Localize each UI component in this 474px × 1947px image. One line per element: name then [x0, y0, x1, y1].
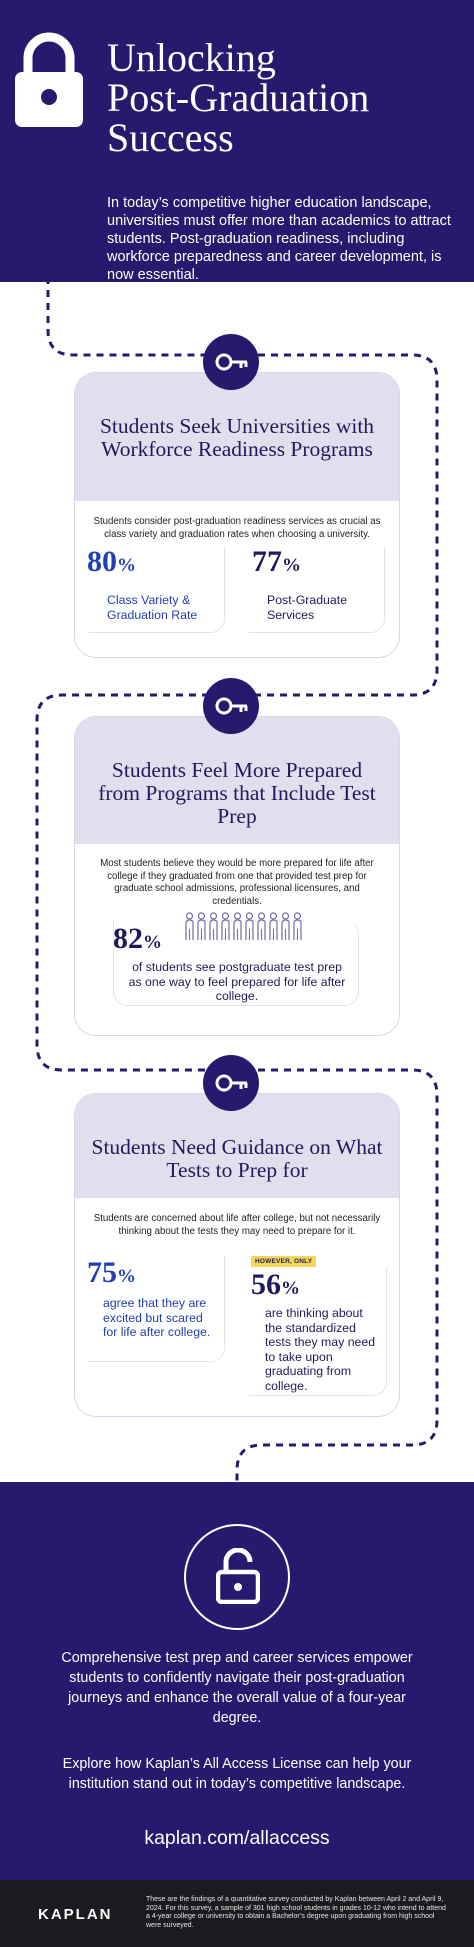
- section-card-workforce: [74, 372, 400, 658]
- person-icon: [257, 912, 266, 942]
- person-icon: [245, 912, 254, 942]
- key-icon: [215, 1072, 249, 1094]
- key-icon: [215, 351, 249, 373]
- stat-label: agree that they are excited but scared for life after college.: [103, 1296, 211, 1339]
- closing-banner: [0, 1482, 474, 1880]
- card-header: [75, 717, 399, 844]
- padlock-icon: [12, 32, 86, 130]
- stat-value: 77%: [252, 545, 301, 578]
- cta-paragraph: Explore how Kaplan’s All Access License can help your institution stand out in today’s competitive landscape.: [62, 1756, 412, 1792]
- stat-value: 82%: [113, 922, 162, 955]
- stat-label: Post-Graduate Services: [267, 593, 347, 622]
- closing-paragraph: Comprehensive test prep and career services empower students to confidently navigate their post-graduation journeys and enhance the overall value of a four-year degree.: [61, 1650, 413, 1726]
- page-title: [107, 35, 467, 160]
- section-card-test-prep: [74, 716, 400, 1036]
- card-header: [75, 373, 399, 501]
- hero-banner: [0, 0, 474, 282]
- section-card-guidance: [74, 1093, 400, 1417]
- person-icon: [233, 912, 242, 942]
- survey-disclaimer: These are the findings of a quantitative survey conducted by Kaplan between April 2 and April 9, 2024. For this survey, a sample of 301 high school students in grades 10-12 who intend to attend a 4-year college or university to obtain a Bachelor’s degree upon graduating from high school were surveyed.: [146, 1896, 446, 1929]
- key-badge: [203, 1055, 259, 1111]
- section-description: Students consider post-graduation readiness services as crucial as class variety and graduation rates when choosing a university.: [93, 516, 381, 540]
- section-description: Students are concerned about life after college, but not necessarily thinking about the tests they may need to prepare for it.: [93, 1213, 381, 1237]
- section-title: Students Feel More Prepared from Programs that Include Test Prep: [98, 758, 376, 828]
- intro-paragraph: In today’s competitive higher education landscape, universities must offer more than academics to attract students. Post-graduation readiness, including workforce preparedness and career development, is now essential.: [107, 195, 451, 283]
- title-line-3: Success: [107, 115, 234, 160]
- section-title: Students Seek Universities with Workforce Readiness Programs: [99, 414, 375, 461]
- title-line-2: Post-Graduation: [107, 75, 370, 120]
- footer: [0, 1880, 474, 1947]
- unlocked-padlock-badge: [184, 1524, 290, 1630]
- key-icon: [215, 695, 249, 717]
- allaccess-link[interactable]: kaplan.com/allaccess: [144, 1827, 330, 1849]
- stat-value: 75%: [87, 1256, 136, 1289]
- person-icon: [197, 912, 206, 942]
- key-badge: [203, 334, 259, 390]
- title-line-1: Unlocking: [107, 35, 276, 80]
- section-description: Most students believe they would be more prepared for life after college if they graduated from one that provided test prep for graduate school admissions, professional licensures, and credentials.: [100, 858, 374, 907]
- key-badge: [203, 678, 259, 734]
- kaplan-logo: KAPLAN: [38, 1906, 113, 1923]
- person-icon: [281, 912, 290, 942]
- stat-value: 80%: [87, 545, 136, 578]
- person-icon: [269, 912, 278, 942]
- person-icon: [293, 912, 302, 942]
- section-title: Students Need Guidance on What Tests to Prep for: [91, 1135, 383, 1182]
- stat-value: 56%: [251, 1268, 300, 1301]
- stat-label: of students see postgraduate test prep as one way to feel prepared for life after college.: [128, 960, 346, 1003]
- person-icon: [209, 912, 218, 942]
- person-icon: [221, 912, 230, 942]
- however-badge: HOWEVER, ONLY: [251, 1256, 316, 1267]
- stat-label: are thinking about the standardized tests they may need to take upon graduating from college.: [265, 1306, 376, 1393]
- stat-label: Class Variety & Graduation Rate: [107, 593, 198, 622]
- person-icon: [185, 912, 194, 942]
- unlocked-padlock-icon: [216, 1548, 260, 1604]
